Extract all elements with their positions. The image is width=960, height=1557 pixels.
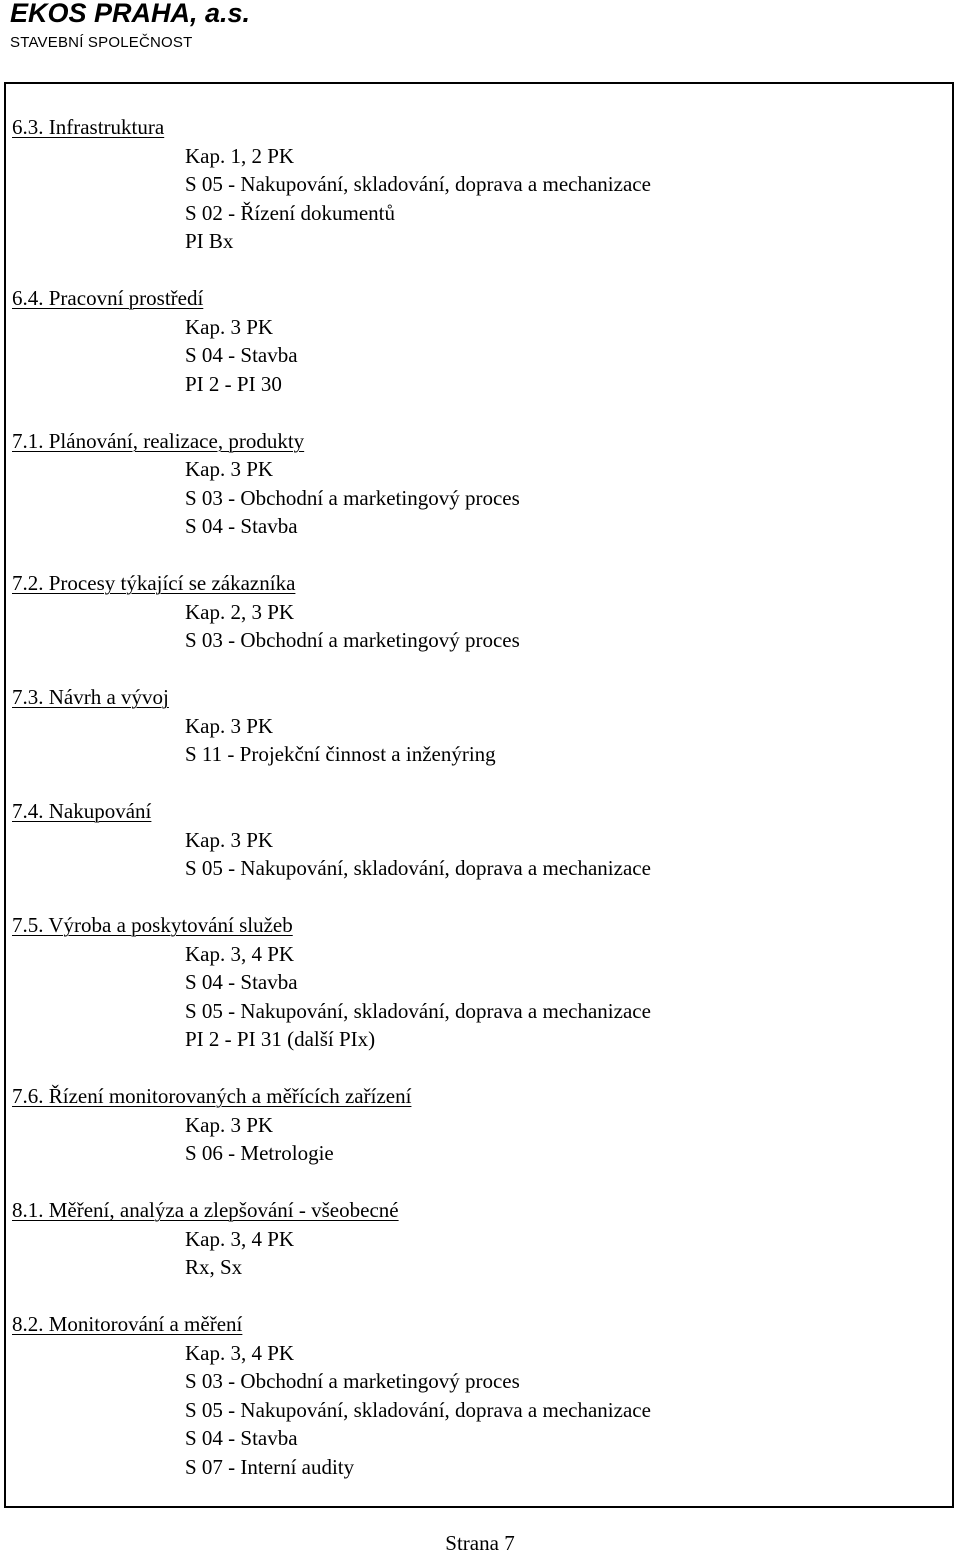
- content-frame: [4, 82, 954, 1508]
- section: [6, 1082, 952, 1168]
- section-item: PI 2 - PI 30: [185, 371, 282, 396]
- section-item: PI Bx: [185, 229, 234, 253]
- section-item: S 03 - Obchodní a marketingový proces: [185, 485, 520, 510]
- section-item: PI 2 - PI 31 (další PIx): [185, 1027, 376, 1051]
- section-item: Kap. 3 PK: [185, 1112, 274, 1137]
- section-item: Kap. 3 PK: [185, 713, 274, 738]
- section-spacer: [6, 769, 952, 798]
- section: [6, 1310, 952, 1481]
- section-spacer: [6, 541, 952, 570]
- section-spacer: [6, 655, 952, 684]
- section: [6, 427, 952, 541]
- section-spacer: [6, 1282, 952, 1311]
- sections-list: [6, 113, 952, 1481]
- section-item: S 03 - Obchodní a marketingový proces: [185, 628, 520, 652]
- section: [6, 1196, 952, 1282]
- section-item: S 11 - Projekční činnost a inženýring: [185, 742, 496, 766]
- section-title: 7.5. Výroba a poskytování služeb: [12, 913, 293, 937]
- section-item: S 04 - Stavba: [185, 514, 298, 538]
- page-number: Strana 7: [445, 1531, 515, 1555]
- section-item: Rx, Sx: [185, 1255, 243, 1279]
- section-spacer: [6, 1168, 952, 1197]
- section-items: [6, 1225, 952, 1282]
- section-item: Kap. 3, 4 PK: [185, 1226, 295, 1251]
- section-item: Kap. 1, 2 PK: [185, 143, 295, 168]
- section-items: [6, 313, 952, 399]
- section-items: [6, 826, 952, 883]
- section-items: [6, 455, 952, 541]
- section-item: S 05 - Nakupování, skladování, doprava a mechanizace: [185, 856, 651, 880]
- section-title: 7.2. Procesy týkající se zákazníka: [12, 571, 296, 595]
- section-item: S 05 - Nakupování, skladování, doprava a mechanizace: [185, 172, 651, 196]
- section-spacer: [6, 398, 952, 427]
- section-item: Kap. 3 PK: [185, 827, 274, 852]
- section-items: [6, 598, 952, 655]
- section-title: 8.1. Měření, analýza a zlepšování - všeobecné: [12, 1198, 399, 1222]
- section-spacer: [6, 256, 952, 285]
- section-item: Kap. 3 PK: [185, 314, 274, 339]
- section-title: 7.1. Plánování, realizace, produkty: [12, 428, 305, 453]
- section: [6, 284, 952, 398]
- section-item: Kap. 3 PK: [185, 457, 274, 481]
- section-title: 7.6. Řízení monitorovaných a měřících zařízení: [12, 1084, 412, 1108]
- section-title: 6.4. Pracovní prostředí: [12, 286, 204, 310]
- section-items: [6, 940, 952, 1054]
- section-item: Kap. 2, 3 PK: [185, 599, 295, 624]
- section-item: S 04 - Stavba: [185, 343, 298, 367]
- section: [6, 569, 952, 655]
- company-name: EKOS PRAHA, a.s.: [10, 0, 251, 28]
- section-spacer: [6, 883, 952, 912]
- section-item: Kap. 3, 4 PK: [185, 1340, 295, 1365]
- section-item: S 03 - Obchodní a marketingový proces: [185, 1369, 520, 1393]
- section-title: 7.4. Nakupování: [12, 799, 152, 823]
- section-title: 6.3. Infrastruktura: [12, 115, 165, 139]
- section: [6, 911, 952, 1054]
- section-item: S 05 - Nakupování, skladování, doprava a mechanizace: [185, 998, 651, 1023]
- section-items: [6, 142, 952, 256]
- section-item: Kap. 3, 4 PK: [185, 941, 295, 966]
- section-items: [6, 1111, 952, 1168]
- section-item: S 04 - Stavba: [185, 970, 298, 994]
- section-title: 8.2. Monitorování a měření: [12, 1312, 243, 1336]
- section-spacer: [6, 1054, 952, 1083]
- section-item: S 07 - Interní audity: [185, 1454, 355, 1479]
- section-items: [6, 1339, 952, 1482]
- section-item: S 04 - Stavba: [185, 1426, 298, 1450]
- company-subtitle: STAVEBNÍ SPOLEČNOST: [10, 34, 193, 51]
- section-items: [6, 712, 952, 769]
- section-item: S 02 - Řízení dokumentů: [185, 200, 395, 225]
- section-item: S 06 - Metrologie: [185, 1141, 334, 1165]
- section: [6, 683, 952, 769]
- section-item: S 05 - Nakupování, skladování, doprava a mechanizace: [185, 1397, 651, 1422]
- section: [6, 797, 952, 883]
- section: [6, 113, 952, 256]
- section-title: 7.3. Návrh a vývoj: [12, 685, 169, 709]
